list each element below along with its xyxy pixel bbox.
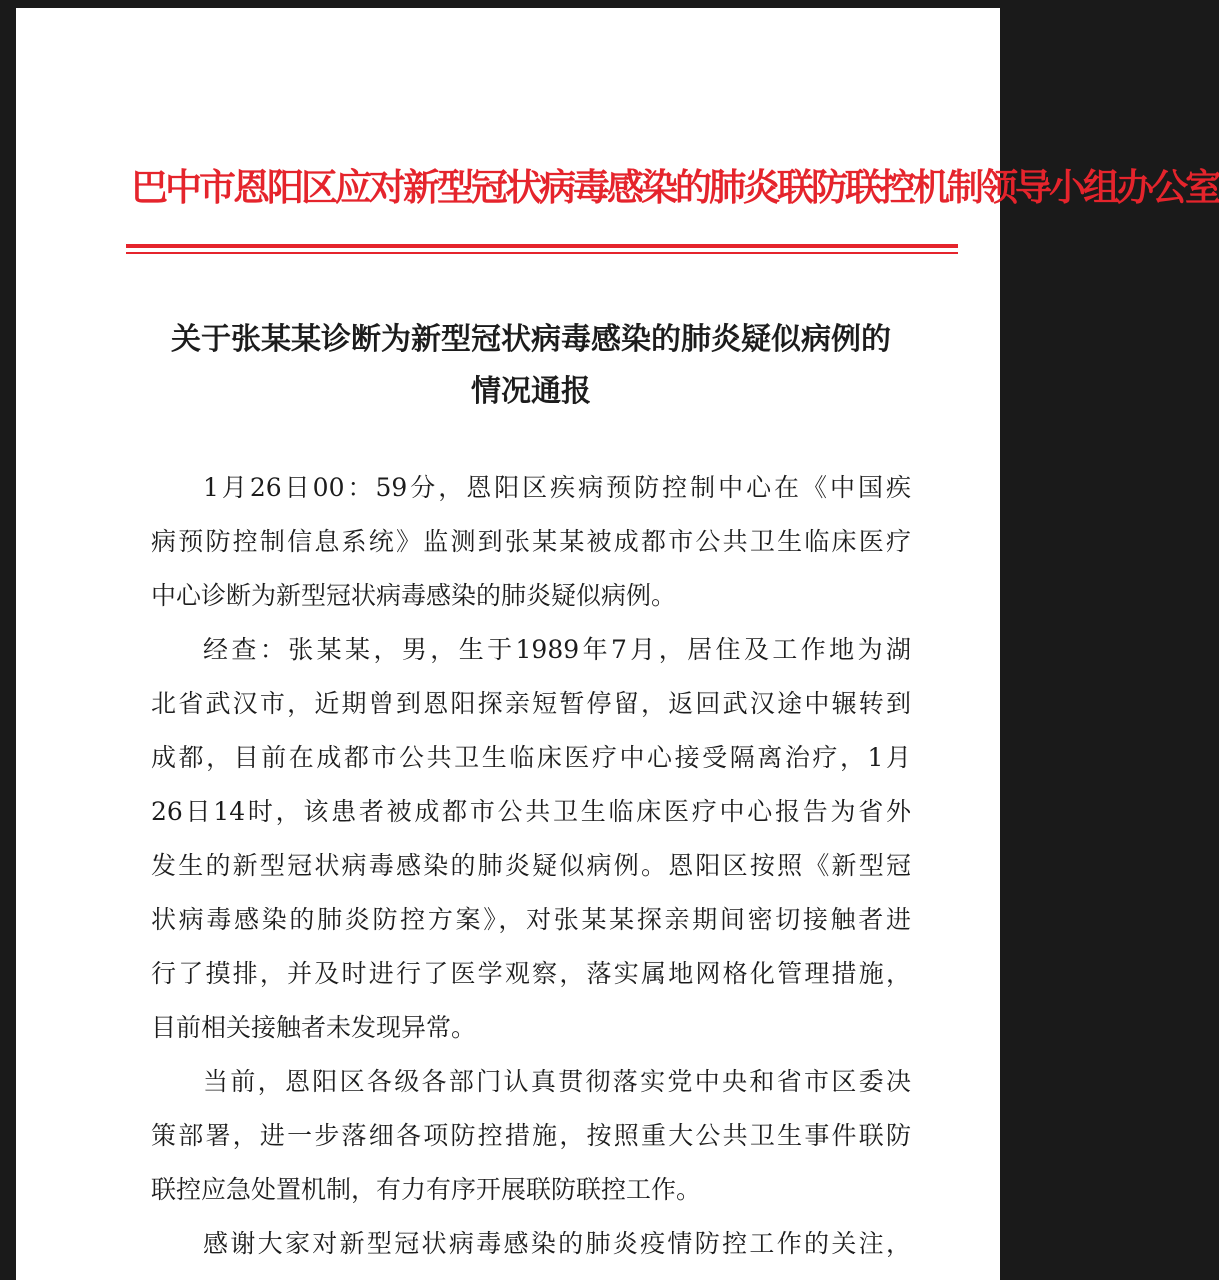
body-text-line: 目前相关接触者未发现异常。 xyxy=(151,1013,477,1042)
body-text-line: 病预防控制信息系统》监测到张某某被成都市公共卫生临床医疗 xyxy=(151,527,911,556)
document-page xyxy=(16,8,1219,1280)
body-text-line: 发生的新型冠状病毒感染的肺炎疑似病例。恩阳区按照《新型冠 xyxy=(151,851,911,880)
body-text-line: 感谢大家对新型冠状病毒感染的肺炎疫情防控工作的关注， xyxy=(203,1229,911,1258)
header-red-rule-thick xyxy=(126,244,958,248)
body-text-line: 1月26日00：59分，恩阳区疾病预防控制中心在《中国疾 xyxy=(203,473,911,502)
body-text-line: 策部署，进一步落细各项防控措施，按照重大公共卫生事件联防 xyxy=(151,1121,911,1150)
body-text-line: 成都，目前在成都市公共卫生临床医疗中心接受隔离治疗，1月 xyxy=(151,743,911,772)
document-title-line-2: 情况通报 xyxy=(471,374,591,409)
body-text-line: 联控应急处置机制，有力有序开展联防联控工作。 xyxy=(151,1175,702,1204)
body-text-line: 26日14时，该患者被成都市公共卫生临床医疗中心报告为省外 xyxy=(151,797,911,826)
issuing-office-header: 巴中市恩阳区应对新型冠状病毒感染的肺炎联防联控机制领导小组办公室 xyxy=(131,166,1219,209)
body-text-line: 行了摸排，并及时进行了医学观察，落实属地网格化管理措施， xyxy=(151,959,911,988)
body-text-line: 当前，恩阳区各级各部门认真贯彻落实党中央和省市区委决 xyxy=(203,1067,911,1096)
header-red-rule-thin xyxy=(126,252,958,254)
body-text-line: 中心诊断为新型冠状病毒感染的肺炎疑似病例。 xyxy=(151,581,677,610)
body-text-line: 经查：张某某，男，生于1989年7月，居住及工作地为湖 xyxy=(203,635,911,664)
document-title-line-1: 关于张某某诊断为新型冠状病毒感染的肺炎疑似病例的 xyxy=(171,322,891,357)
body-text-line: 北省武汉市，近期曾到恩阳探亲短暂停留，返回武汉途中辗转到 xyxy=(151,689,911,718)
body-text-line: 状病毒感染的肺炎防控方案》，对张某某探亲期间密切接触者进 xyxy=(151,905,911,934)
